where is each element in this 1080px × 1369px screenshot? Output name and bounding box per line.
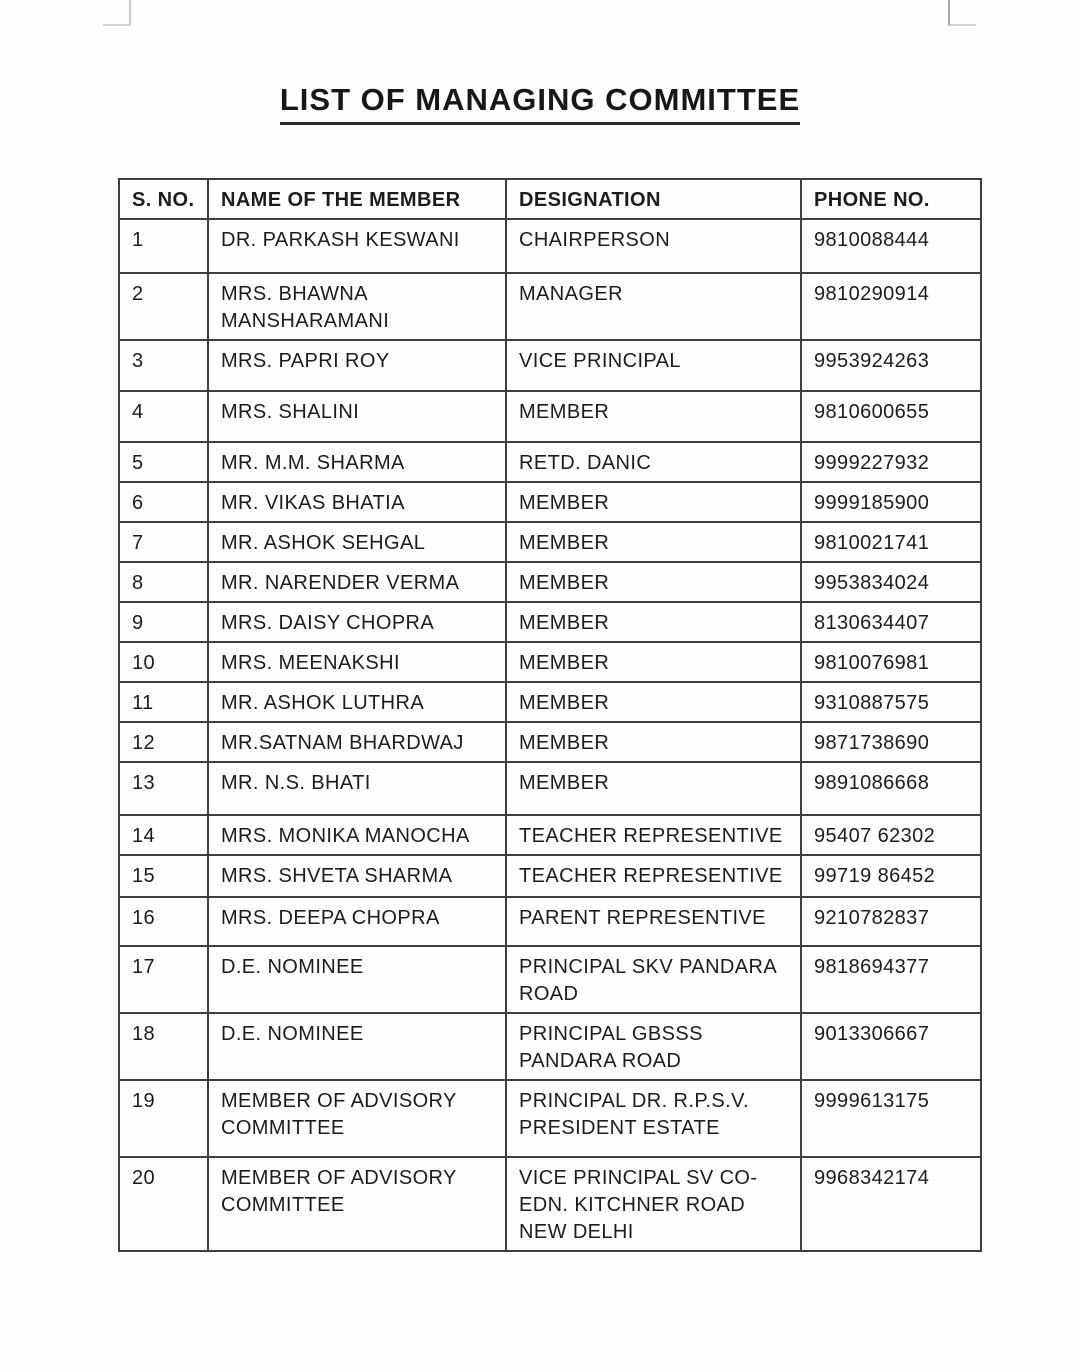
cell-sno: 11	[119, 682, 208, 722]
table-row	[119, 391, 981, 442]
table-header-row	[119, 179, 981, 219]
cell-name: MEMBER OF ADVISORY COMMITTEE	[208, 1080, 506, 1157]
cell-name: MR. VIKAS BHATIA	[208, 482, 506, 522]
cell-phone: 8130634407	[801, 602, 981, 642]
table-row	[119, 897, 981, 946]
table-row	[119, 482, 981, 522]
cell-designation: MEMBER	[506, 642, 801, 682]
cell-designation: MEMBER	[506, 562, 801, 602]
cell-designation: TEACHER REPRESENTIVE	[506, 855, 801, 897]
cell-phone: 99719 86452	[801, 855, 981, 897]
cell-sno: 10	[119, 642, 208, 682]
cell-designation: PRINCIPAL GBSSS PANDARA ROAD	[506, 1013, 801, 1080]
cell-name: MRS. MEENAKSHI	[208, 642, 506, 682]
cell-phone: 9210782837	[801, 897, 981, 946]
cell-designation: MEMBER	[506, 722, 801, 762]
cell-name: MRS. MONIKA MANOCHA	[208, 815, 506, 855]
cell-phone: 9013306667	[801, 1013, 981, 1080]
cell-phone: 9999613175	[801, 1080, 981, 1157]
cell-designation: RETD. DANIC	[506, 442, 801, 482]
table-row	[119, 642, 981, 682]
cell-sno: 14	[119, 815, 208, 855]
cell-designation: PRINCIPAL SKV PANDARA ROAD	[506, 946, 801, 1013]
cell-designation: MEMBER	[506, 602, 801, 642]
cell-phone: 9999185900	[801, 482, 981, 522]
cell-sno: 17	[119, 946, 208, 1013]
crop-mark-top-left-icon	[103, 0, 131, 26]
cell-phone: 9968342174	[801, 1157, 981, 1251]
cell-designation: CHAIRPERSON	[506, 219, 801, 273]
cell-name: MR. ASHOK LUTHRA	[208, 682, 506, 722]
column-header-sno: S. NO.	[119, 179, 208, 219]
cell-designation: VICE PRINCIPAL SV CO-EDN. KITCHNER ROAD NEW DELHI	[506, 1157, 801, 1251]
cell-name: MRS. SHALINI	[208, 391, 506, 442]
cell-designation: VICE PRINCIPAL	[506, 340, 801, 391]
cell-name: MR. ASHOK SEHGAL	[208, 522, 506, 562]
table-row	[119, 946, 981, 1013]
cell-designation: MEMBER	[506, 682, 801, 722]
table-row	[119, 219, 981, 273]
cell-designation: PARENT REPRESENTIVE	[506, 897, 801, 946]
cell-sno: 2	[119, 273, 208, 340]
cell-designation: TEACHER REPRESENTIVE	[506, 815, 801, 855]
cell-name: MRS. DEEPA CHOPRA	[208, 897, 506, 946]
cell-phone: 9871738690	[801, 722, 981, 762]
cell-name: MRS. DAISY CHOPRA	[208, 602, 506, 642]
table-row	[119, 682, 981, 722]
cell-sno: 1	[119, 219, 208, 273]
cell-name: MRS. BHAWNA MANSHARAMANI	[208, 273, 506, 340]
cell-phone: 9310887575	[801, 682, 981, 722]
cell-sno: 8	[119, 562, 208, 602]
cell-name: D.E. NOMINEE	[208, 946, 506, 1013]
page-title-text: LIST OF MANAGING COMMITTEE	[280, 82, 800, 125]
cell-phone: 9810088444	[801, 219, 981, 273]
cell-sno: 7	[119, 522, 208, 562]
cell-phone: 9810076981	[801, 642, 981, 682]
cell-name: MR.SATNAM BHARDWAJ	[208, 722, 506, 762]
cell-name: MR. M.M. SHARMA	[208, 442, 506, 482]
cell-sno: 19	[119, 1080, 208, 1157]
cell-name: MR. N.S. BHATI	[208, 762, 506, 815]
cell-designation: MEMBER	[506, 522, 801, 562]
table-row	[119, 1157, 981, 1251]
table-row	[119, 522, 981, 562]
cell-sno: 15	[119, 855, 208, 897]
cell-designation: MEMBER	[506, 482, 801, 522]
table-row	[119, 273, 981, 340]
cell-sno: 9	[119, 602, 208, 642]
table-row	[119, 562, 981, 602]
cell-sno: 18	[119, 1013, 208, 1080]
crop-mark-top-right-icon	[948, 0, 976, 26]
cell-designation: MEMBER	[506, 762, 801, 815]
cell-sno: 4	[119, 391, 208, 442]
table-row	[119, 855, 981, 897]
column-header-phone: PHONE NO.	[801, 179, 981, 219]
cell-phone: 9818694377	[801, 946, 981, 1013]
cell-designation: MANAGER	[506, 273, 801, 340]
cell-name: MEMBER OF ADVISORY COMMITTEE	[208, 1157, 506, 1251]
table-row	[119, 602, 981, 642]
cell-sno: 5	[119, 442, 208, 482]
table-row	[119, 442, 981, 482]
cell-phone: 9999227932	[801, 442, 981, 482]
cell-name: D.E. NOMINEE	[208, 1013, 506, 1080]
table-row	[119, 762, 981, 815]
column-header-designation: DESIGNATION	[506, 179, 801, 219]
cell-sno: 3	[119, 340, 208, 391]
cell-sno: 6	[119, 482, 208, 522]
table-row	[119, 1080, 981, 1157]
cell-phone: 9953834024	[801, 562, 981, 602]
table-row	[119, 1013, 981, 1080]
table-row	[119, 815, 981, 855]
cell-phone: 9810021741	[801, 522, 981, 562]
cell-phone: 9810600655	[801, 391, 981, 442]
cell-phone: 9810290914	[801, 273, 981, 340]
cell-phone: 9953924263	[801, 340, 981, 391]
cell-name: DR. PARKASH KESWANI	[208, 219, 506, 273]
table-row	[119, 340, 981, 391]
cell-name: MRS. PAPRI ROY	[208, 340, 506, 391]
cell-sno: 12	[119, 722, 208, 762]
managing-committee-table	[118, 178, 982, 1252]
cell-name: MR. NARENDER VERMA	[208, 562, 506, 602]
cell-designation: MEMBER	[506, 391, 801, 442]
column-header-name: NAME OF THE MEMBER	[208, 179, 506, 219]
page-title	[0, 82, 1080, 125]
table-row	[119, 722, 981, 762]
cell-sno: 20	[119, 1157, 208, 1251]
cell-phone: 95407 62302	[801, 815, 981, 855]
cell-sno: 13	[119, 762, 208, 815]
cell-sno: 16	[119, 897, 208, 946]
cell-name: MRS. SHVETA SHARMA	[208, 855, 506, 897]
cell-phone: 9891086668	[801, 762, 981, 815]
cell-designation: PRINCIPAL DR. R.P.S.V. PRESIDENT ESTATE	[506, 1080, 801, 1157]
